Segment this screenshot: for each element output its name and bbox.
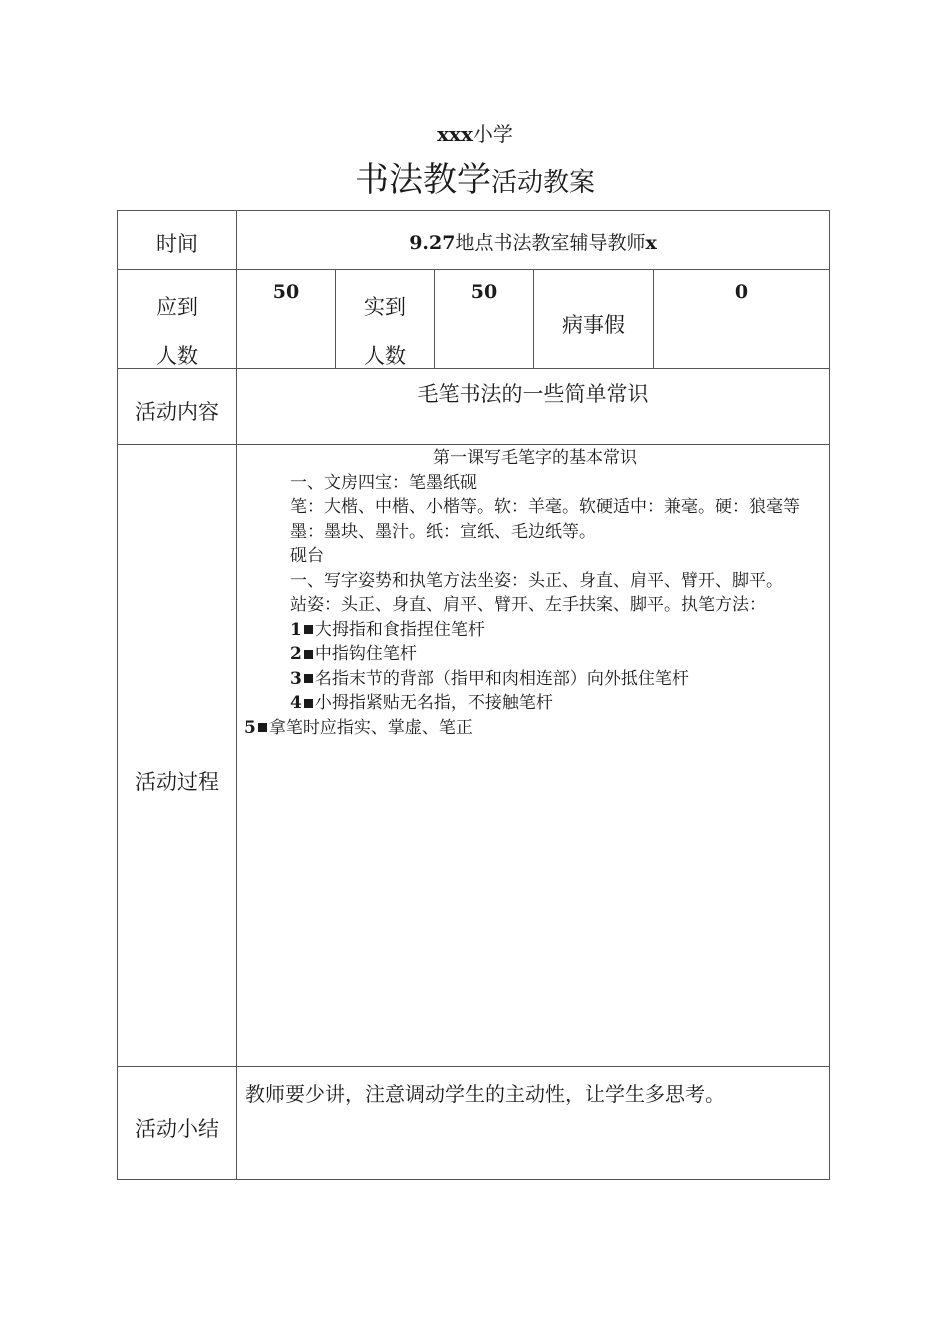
expected-label [118, 283, 236, 381]
step-number: 5 [244, 717, 256, 738]
school-name-text: 小学 [472, 122, 513, 146]
step-text: 拿笔时应指实、掌虚、笔正 [268, 717, 473, 738]
square-bullet-icon [304, 625, 313, 634]
process-label: 活动过程 [135, 770, 219, 794]
row-divider [118, 1066, 829, 1067]
step-text: 大拇指和食指捏住笔杆 [314, 619, 485, 640]
standing-posture: 站姿：头正、身直、肩平、臂开、左手扶案、脚平。执笔方法： [290, 595, 766, 615]
actual-label [336, 283, 434, 381]
title-sub: 活动教案 [490, 168, 595, 198]
expected-label-line2: 人数 [156, 344, 198, 368]
leave-label: 病事假 [562, 313, 625, 337]
summary-value: 教师要少讲，注意调动学生的主动性，让学生多思考。 [245, 1082, 725, 1106]
process-content [244, 446, 826, 740]
actual-label-line2: 人数 [364, 344, 406, 368]
step-item [244, 716, 826, 741]
row-divider [118, 444, 829, 445]
content-label: 活动内容 [135, 400, 219, 424]
time-value-text: 地点书法教室辅导教师 [455, 232, 646, 254]
square-bullet-icon [304, 699, 313, 708]
time-label: 时间 [156, 232, 198, 256]
time-value-teacher: x [645, 232, 657, 254]
inkstone: 砚台 [290, 546, 324, 566]
step-number: 1 [290, 619, 302, 640]
summary-label: 活动小结 [135, 1117, 219, 1141]
posture-section: 一、写字姿势和执笔方法坐姿：头正、身直、肩平、臂开、脚平。 [290, 570, 783, 591]
actual-count: 50 [470, 281, 498, 303]
document-title [0, 152, 950, 201]
column-divider [236, 211, 237, 1179]
step-number: 3 [290, 668, 302, 689]
brush-types: 笔：大楷、中楷、小楷等。软：羊毫。软硬适中：兼毫。硬：狼毫等 [290, 497, 800, 517]
title-main: 书法教学 [354, 160, 491, 200]
actual-label-line1: 实到 [364, 295, 406, 319]
square-bullet-icon [258, 723, 267, 732]
step-item [244, 691, 826, 716]
lesson-title: 第一课写毛笔字的基本常识 [433, 448, 637, 468]
step-item [244, 667, 826, 692]
time-value [237, 228, 829, 255]
step-item [244, 642, 826, 667]
step-number: 2 [290, 644, 302, 664]
step-item [244, 618, 826, 643]
content-value: 毛笔书法的一些简单常识 [417, 382, 649, 406]
expected-label-line1: 应到 [156, 295, 198, 319]
ink-paper: 墨：墨块、墨汁。纸：宣纸、毛边纸等。 [290, 521, 596, 542]
expected-count: 50 [272, 281, 300, 303]
step-text: 名指末节的背部（指甲和肉相连部）向外抵住笔杆 [314, 668, 689, 689]
section-four-treasures: 一、文房四宝：笔墨纸砚 [290, 472, 477, 493]
row-divider [118, 269, 829, 270]
square-bullet-icon [304, 674, 313, 683]
step-text: 小拇指紧贴无名指，不接触笔杆 [314, 693, 553, 713]
school-name-bold: xxx [437, 122, 473, 146]
step-number: 4 [290, 693, 302, 713]
time-value-date: 9.27 [409, 232, 456, 254]
lesson-plan-table [117, 210, 830, 1180]
leave-count: 0 [734, 281, 749, 303]
square-bullet-icon [304, 650, 313, 659]
school-name [0, 118, 950, 147]
step-text: 中指钩住笔杆 [314, 644, 417, 664]
